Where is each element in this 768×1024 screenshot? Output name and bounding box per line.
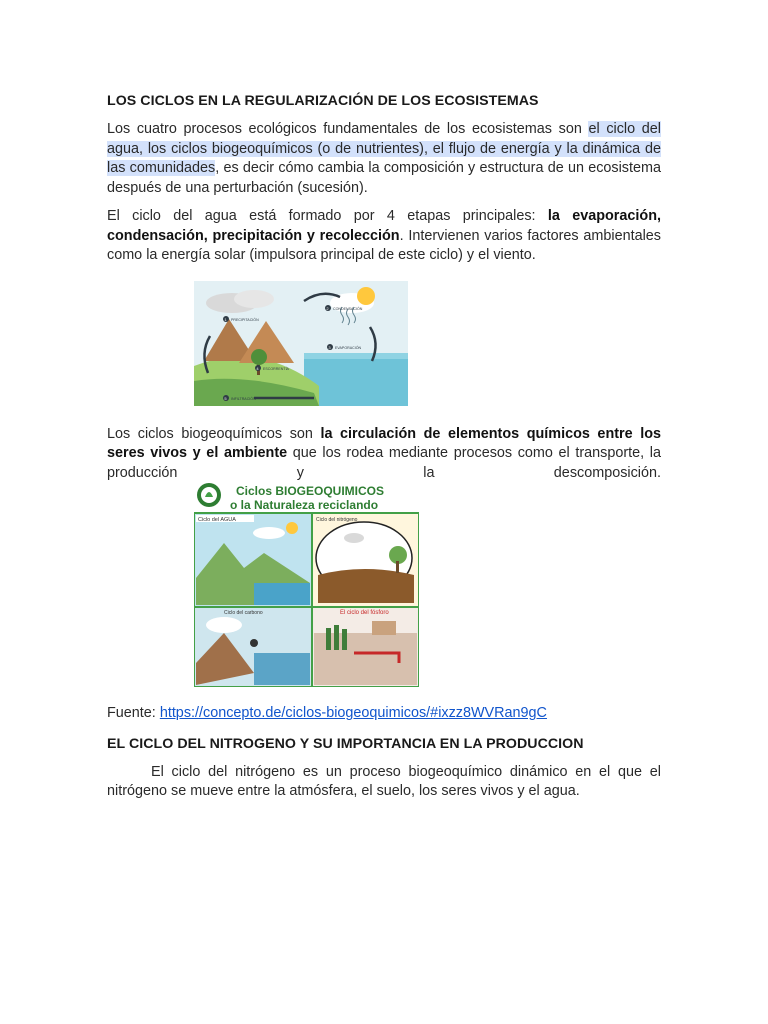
highlighted-text: el ciclo del agua, los ciclos biogeoquímicos (o de nutrientes), el flujo de energía y la dinámica de las comunidades [107, 121, 661, 176]
panel-carbon-label: Ciclo del carbono [224, 610, 263, 616]
label-number-5: 5 [224, 395, 227, 401]
paragraph-procesos: Los cuatro procesos ecológicos fundamentales de los ecosistemas son el ciclo del agua, los ciclos biogeoquímicos (o de nutrientes), el flujo de energía y la dinámica de las comunidades, es decir cómo cambia la composición y estructura de un ecosistema después de una perturbación (sucesión). [107, 121, 661, 196]
collage-title-line2: o la Naturaleza reciclando [230, 498, 379, 512]
label-evaporacion: EVAPORACIÓN [335, 345, 362, 350]
label-condensacion: CONDENSACIÓN [333, 306, 363, 311]
bold-circulacion: la circulación de elementos químicos entre los seres vivos y el ambiente [107, 425, 661, 461]
label-number-3: 3 [328, 344, 331, 350]
source-link[interactable]: https://concepto.de/ciclos-biogeoquimicos/#ixzz8WVRan9gC [159, 705, 547, 721]
section-title-nitrogeno: EL CICLO DEL NITROGENO Y SU IMPORTANCIA EN LA PRODUCCION [107, 735, 584, 752]
water-cycle-image [194, 281, 408, 406]
section-title-ciclos: LOS CICLOS EN LA REGULARIZACIÓN DE LOS ECOSISTEMAS [107, 93, 539, 109]
bold-etapas: la evaporación, condensación, precipitación y recolección [107, 208, 661, 244]
label-number-1: 1 [224, 316, 227, 322]
paragraph-biogeoquimicos: Los ciclos biogeoquímicos son la circulación de elementos químicos entre los seres vivos y el ambiente que los rodea mediante procesos como el transporte, la producción y la descomposición. [107, 425, 661, 481]
biogeochemical-cycles-image [194, 483, 419, 687]
source-line: Fuente: https://concepto.de/ciclos-biogeoquimicos/#ixzz8WVRan9gC [107, 705, 547, 721]
panel-phosphorus-label: El ciclo del fósforo [340, 610, 389, 616]
label-escorrentia: ESCORRENTÍA [263, 366, 289, 371]
water-cycle-illustration [194, 281, 408, 406]
label-precipitacion: PRECIPITACIÓN [231, 317, 259, 322]
collage-title-line1: Ciclos BIOGEOQUIMICOS [236, 484, 385, 498]
document-content [107, 91, 661, 802]
paragraph-ciclo-agua: El ciclo del agua está formado por 4 etapas principales: la evaporación, condensación, precipitación y recolección. Intervienen varios factores ambientales como la energía solar (impulsora principal de este ciclo) y el viento. [107, 208, 661, 263]
panel-water-label: Ciclo del AGUA [198, 517, 236, 523]
label-infiltracion: INFILTRACIÓN [231, 396, 256, 401]
panel-nitrogen-label: Ciclo del nitrógeno [316, 517, 358, 523]
paragraph-nitrogeno: El ciclo del nitrógeno es un proceso biogeoquímico dinámico en el que el nitrógeno se mueve entre la atmósfera, el suelo, los seres vivos y el agua. [107, 763, 661, 799]
biogeochemical-collage [194, 483, 419, 687]
label-number-4: 4 [256, 365, 259, 371]
label-number-2: 2 [326, 305, 329, 311]
